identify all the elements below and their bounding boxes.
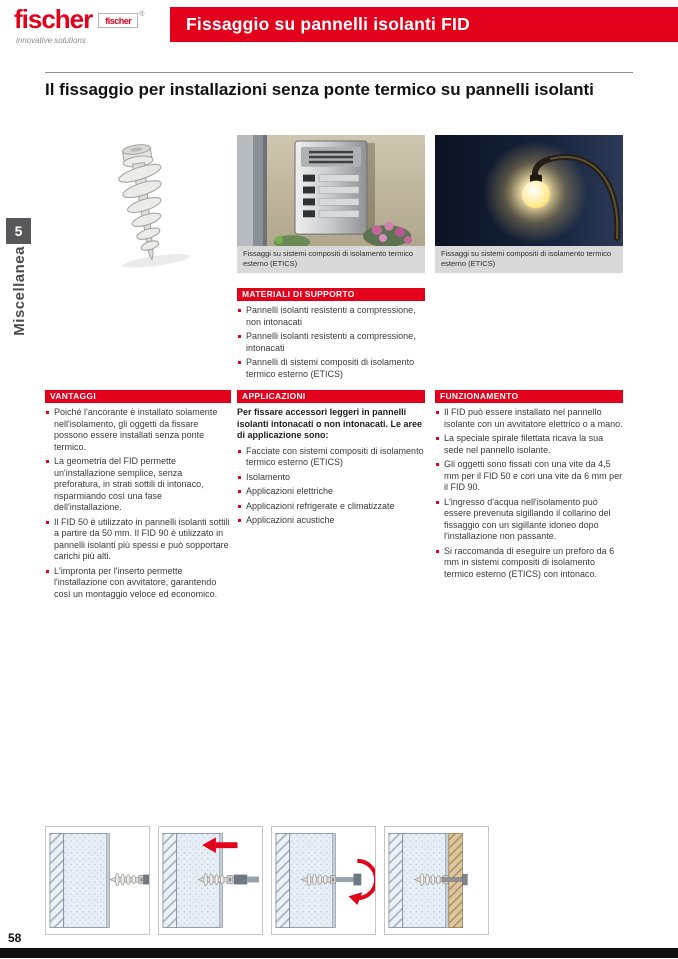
- chapter-tab: 5: [6, 218, 31, 244]
- page-title: Il fissaggio per installazioni senza ponte termico su pannelli isolanti: [45, 80, 594, 99]
- intercom-photo-image: [237, 135, 425, 246]
- install-step-1-illustration: [46, 827, 149, 934]
- wall-lamp-photo-image: [435, 135, 623, 246]
- footer-bar: [0, 948, 678, 958]
- banner-title: Fissaggio su pannelli isolanti FID: [186, 14, 470, 34]
- applicazioni-block: [237, 407, 425, 530]
- fischer-logo-mark-icon: fischer: [98, 13, 138, 28]
- fischer-logo: fischer: [14, 4, 93, 34]
- title-divider: [45, 72, 633, 73]
- materiali-list: [237, 305, 425, 383]
- intercom-photo-caption: Fissaggi su sistemi compositi di isolamento termico esterno (ETICS): [237, 246, 425, 273]
- list-item: Pannelli isolanti resistenti a compressione, non intonacati: [237, 305, 425, 328]
- list-item: Pannelli isolanti resistenti a compressione, intonacati: [237, 331, 425, 354]
- chapter-label: Miscellanea: [10, 246, 28, 336]
- list-item: Il FID 50 è utilizzato in pannelli isolanti sottili a partire da 50 mm. Il FID 90 è utilizzato in pannelli isolanti più spessi e può sopportare carichi più alti.: [45, 517, 231, 563]
- funzionamento-list: [435, 407, 623, 583]
- materiali-section-header: MATERIALI DI SUPPORTO: [237, 288, 425, 301]
- list-item: Isolamento: [237, 472, 425, 484]
- funzionamento-section-header: FUNZIONAMENTO: [435, 390, 623, 403]
- list-item: Applicazioni refrigerate e climatizzate: [237, 501, 425, 513]
- vantaggi-list: [45, 407, 231, 603]
- applicazioni-section-header: APPLICAZIONI: [237, 390, 425, 403]
- logo-tagline: innovative solutions: [16, 36, 86, 45]
- list-item: L'impronta per l'inserto permette l'installazione con avvitatore, garantendo così un montaggio veloce ed economico.: [45, 566, 231, 601]
- install-step-3-illustration: [272, 827, 375, 934]
- install-step-1-image: [45, 826, 150, 935]
- list-item: L'ingresso d'acqua nell'isolamento può essere prevenuta sigillando il collarino del fissaggio con un sigillante idoneo dopo l'installazione non passante.: [435, 497, 623, 543]
- install-step-3-image: [271, 826, 376, 935]
- install-step-2-illustration: [159, 827, 262, 934]
- list-item: Il FID può essere installato nel pannello isolante con un avvitatore elettrico o a mano.: [435, 407, 623, 430]
- list-item: La speciale spirale filettata ricava la sua sede nel pannello isolante.: [435, 433, 623, 456]
- wall-lamp-photo: [435, 135, 623, 246]
- list-item: Pannelli di sistemi compositi di isolamento termico esterno (ETICS): [237, 357, 425, 380]
- page-header-banner: [170, 7, 678, 42]
- registered-mark: ®: [139, 11, 145, 18]
- install-step-4-illustration: [385, 827, 488, 934]
- vantaggi-section-header: VANTAGGI: [45, 390, 231, 403]
- applicazioni-list: [237, 446, 425, 527]
- page-number: 58: [8, 931, 22, 945]
- wall-lamp-photo-caption: Fissaggi su sistemi compositi di isolamento termico esterno (ETICS): [435, 246, 623, 273]
- list-item: Applicazioni acustiche: [237, 515, 425, 527]
- fid-anchor-illustration: [60, 135, 228, 272]
- list-item: Gli oggetti sono fissati con una vite da 4,5 mm per il FID 50 e con una vite da 6 mm per il FID 90.: [435, 459, 623, 494]
- intercom-photo: [237, 135, 425, 246]
- list-item: Facciate con sistemi compositi di isolamento termico esterno (ETICS): [237, 446, 425, 469]
- install-step-4-image: [384, 826, 489, 935]
- list-item: Si raccomanda di eseguire un preforo da 6 mm in sistemi compositi di isolamento termico esterno (ETICS) con intonaco.: [435, 546, 623, 581]
- fischer-logo-block: [14, 6, 144, 45]
- list-item: Applicazioni elettriche: [237, 486, 425, 498]
- applicazioni-intro: Per fissare accessori leggeri in pannelli isolanti intonacati o non intonacati. Le aree di applicazione sono:: [237, 407, 423, 440]
- fid-anchor-product-image: [60, 135, 228, 272]
- list-item: La geometria del FID permette un'installazione semplice, senza preforatura, in strati sottili di intonaco, risparmiando così una fase dell'installazione.: [45, 456, 231, 514]
- list-item: Poiché l'ancorante è installato solamente nell'isolamento, gli oggetti da fissare possono essere installati senza ponte termico.: [45, 407, 231, 453]
- install-step-2-image: [158, 826, 263, 935]
